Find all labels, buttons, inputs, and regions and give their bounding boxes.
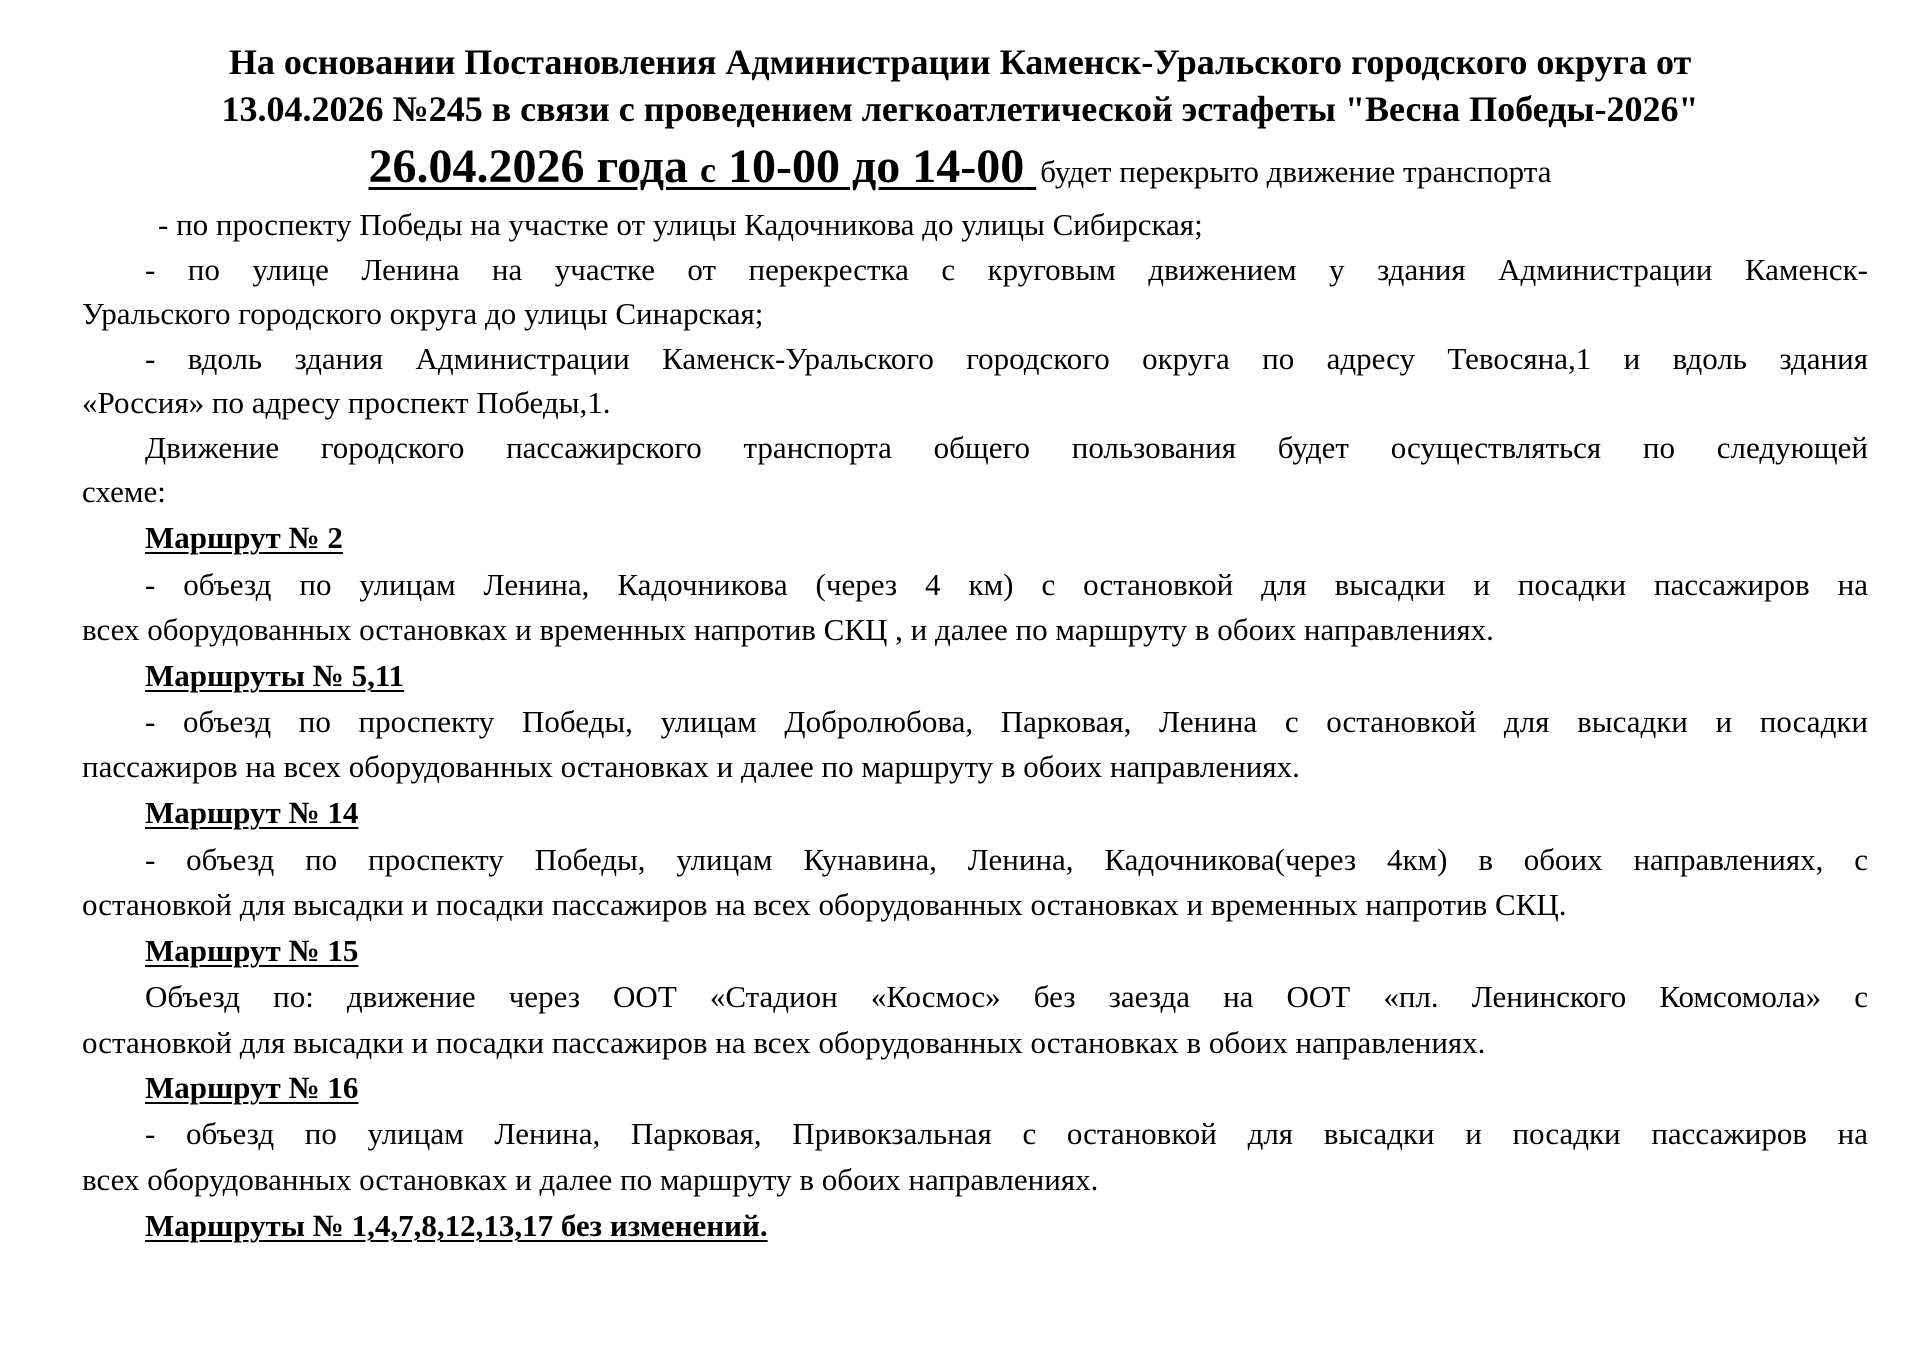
heading-line-1: На основании Постановления Администрации Каменск-Уральского городского округа от bbox=[228, 42, 1692, 82]
route-text-line-1: - объезд по проспекту Победы, улицам Кунавина, Ленина, Кадочникова(через 4км) в обоих направлениях, с bbox=[145, 842, 1868, 877]
closure-time: 10-00 до 14-00 bbox=[728, 140, 1025, 193]
closure-item-1: - по проспекту Победы на участке от улицы Кадочникова до улицы Сибирская; bbox=[158, 207, 1203, 242]
heading-line-2: 13.04.2026 №245 в связи с проведением легкоатлетической эстафеты "Весна Победы-2026" bbox=[221, 89, 1699, 129]
closure-item-2-line-2: Уральского городского округа до улицы Синарская; bbox=[82, 296, 764, 331]
closure-item-2-line-1: - по улице Ленина на участке от перекрестка с круговым движением у здания Администрации Каменск- bbox=[145, 252, 1868, 287]
route-text-line-2: всех оборудованных остановках и далее по маршруту в обоих направлениях. bbox=[82, 1162, 1099, 1197]
scheme-intro-line-2: схеме: bbox=[82, 474, 166, 509]
route-title: Маршрут № 14 bbox=[145, 795, 359, 830]
closure-statement: будет перекрыто движение транспорта bbox=[1040, 154, 1552, 189]
route-title: Маршрут № 16 bbox=[145, 1070, 359, 1105]
route-text-line-2: пассажиров на всех оборудованных остановках и далее по маршруту в обоих направлениях. bbox=[82, 749, 1300, 784]
route-text-line-1: - объезд по улицам Ленина, Парковая, Привокзальная с остановкой для высадки и посадки пассажиров на bbox=[145, 1116, 1868, 1151]
closure-date: 26.04.2026 года bbox=[368, 140, 689, 193]
route-text-line-2: остановкой для высадки и посадки пассажиров на всех оборудованных остановках в обоих направлениях. bbox=[82, 1025, 1486, 1060]
scheme-intro-line-1: Движение городского пассажирского транспорта общего пользования будет осуществляться по следующей bbox=[145, 430, 1868, 465]
route-title: Маршруты № 5,11 bbox=[145, 658, 405, 693]
date-line bbox=[60, 137, 1860, 208]
route-text-line-2: всех оборудованных остановках и временных напротив СКЦ , и далее по маршруту в обоих направлениях. bbox=[82, 612, 1494, 647]
unchanged-routes-note: Маршруты № 1,4,7,8,12,13,17 без изменений. bbox=[145, 1208, 768, 1243]
closure-item-3-line-2: «Россия» по адресу проспект Победы,1. bbox=[82, 385, 611, 420]
closure-s-word: с bbox=[700, 150, 716, 190]
route-text-line-1: - объезд по улицам Ленина, Кадочникова (через 4 км) с остановкой для высадки и посадки пассажиров на bbox=[145, 567, 1868, 602]
route-text-line-1: - объезд по проспекту Победы, улицам Добролюбова, Парковая, Ленина с остановкой для высадки и посадки bbox=[145, 704, 1868, 739]
closure-item-3-line-1: - вдоль здания Администрации Каменск-Уральского городского округа по адресу Тевосяна,1 и вдоль здания bbox=[145, 341, 1868, 376]
route-text-line-2: остановкой для высадки и посадки пассажиров на всех оборудованных остановках и временных напротив СКЦ. bbox=[82, 887, 1567, 922]
route-title: Маршрут № 15 bbox=[145, 933, 359, 968]
route-title: Маршрут № 2 bbox=[145, 520, 343, 555]
route-text-line-1: Объезд по: движение через ООТ «Стадион «Космос» без заезда на ООТ «пл. Ленинского Комсомола» с bbox=[145, 979, 1868, 1014]
